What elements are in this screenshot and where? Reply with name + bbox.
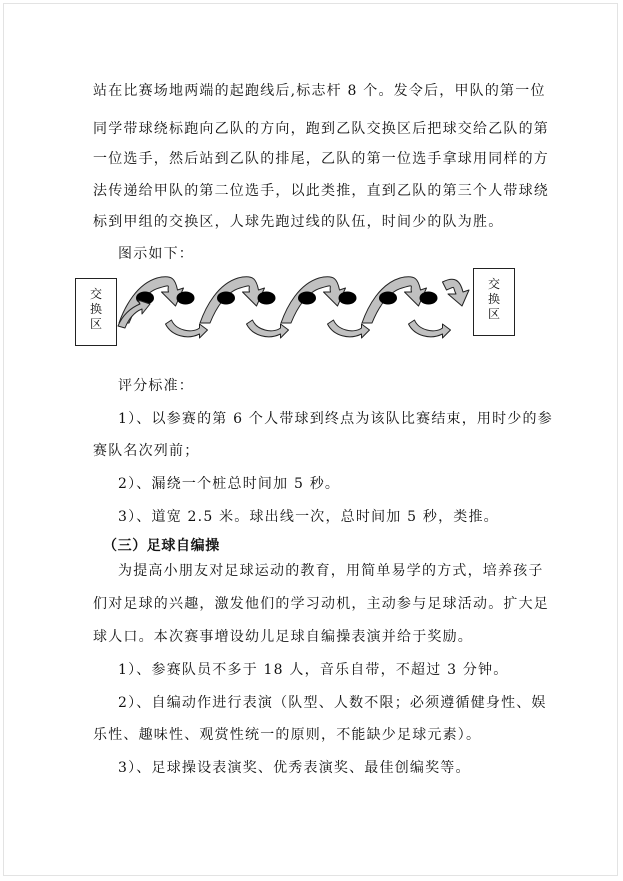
section-intro-line: 球人口。本次赛事增设幼儿足球自编操表演并给于奖励。 bbox=[93, 629, 473, 645]
exchange-zone-left-char: 区 bbox=[89, 317, 102, 331]
section-item: 乐性、趣味性、观赏性统一的原则，不能缺少足球元素）。 bbox=[93, 727, 482, 743]
section-intro-line: 们对足球的兴趣，激发他们的学习动机，主动参与足球活动。扩大足 bbox=[93, 596, 549, 612]
diagram-canvas bbox=[70, 268, 530, 348]
figure-caption: 图示如下： bbox=[118, 246, 194, 262]
section-item: 2）、自编动作进行表演（队型、人数不限；必须遵循健身性、娱 bbox=[118, 695, 547, 711]
ball-marker bbox=[258, 292, 276, 305]
paragraph-line: 标到甲组的交换区，人球先跑过线的队伍，时间少的队为胜。 bbox=[93, 214, 504, 230]
section-item: 3）、足球操设表演奖、优秀表演奖、最佳创编奖等。 bbox=[118, 760, 471, 776]
paragraph-line: 法传递给甲队的第二位选手，以此类推，直到乙队的第三个人带球绕 bbox=[93, 183, 549, 199]
exchange-zone-right-char: 交 bbox=[487, 277, 500, 291]
exchange-zone-right bbox=[473, 268, 515, 336]
paragraph-line: 一位选手，然后站到乙队的排尾，乙队的第一位选手拿球用同样的方 bbox=[93, 151, 549, 167]
paragraph-line: 站在比赛场地两端的起跑线后,标志杆 8 个。发令后，甲队的第一位 bbox=[93, 83, 546, 99]
final-arrow bbox=[443, 279, 470, 306]
exchange-zone-right-char: 区 bbox=[487, 307, 500, 321]
section-intro-line: 为提高小朋友对足球运动的教育，用简单易学的方式，培养孩子 bbox=[118, 563, 544, 579]
dip-arrow bbox=[409, 320, 451, 338]
exchange-zone-left-char: 换 bbox=[89, 302, 102, 316]
ball-marker bbox=[217, 292, 235, 305]
exchange-zone-left-char: 交 bbox=[89, 287, 102, 301]
ball-marker bbox=[420, 292, 438, 305]
relay-diagram bbox=[70, 268, 530, 348]
ball-marker bbox=[298, 292, 316, 305]
scoring-item: 3）、道宽 2.5 米。球出线一次，总时间加 5 秒，类推。 bbox=[118, 509, 499, 525]
exchange-zone-right-char: 换 bbox=[487, 292, 500, 306]
scoring-item: 1）、以参赛的第 6 个人带球到终点为该队比赛结束，用时少的参 bbox=[118, 411, 553, 427]
scoring-title: 评分标准： bbox=[118, 378, 194, 394]
paragraph-line: 同学带球绕标跑向乙队的方向，跑到乙队交换区后把球交给乙队的第 bbox=[93, 121, 549, 137]
scoring-item: 2）、漏绕一个桩总时间加 5 秒。 bbox=[118, 476, 341, 492]
ball-marker bbox=[379, 292, 397, 305]
ball-marker bbox=[177, 292, 195, 305]
ball-marker bbox=[339, 292, 357, 305]
section-item: 1）、参赛队员不多于 18 人，音乐自带，不超过 3 分钟。 bbox=[118, 662, 509, 678]
scoring-item: 赛队名次列前； bbox=[93, 443, 200, 459]
section-heading: （三）足球自编操 bbox=[103, 538, 220, 554]
